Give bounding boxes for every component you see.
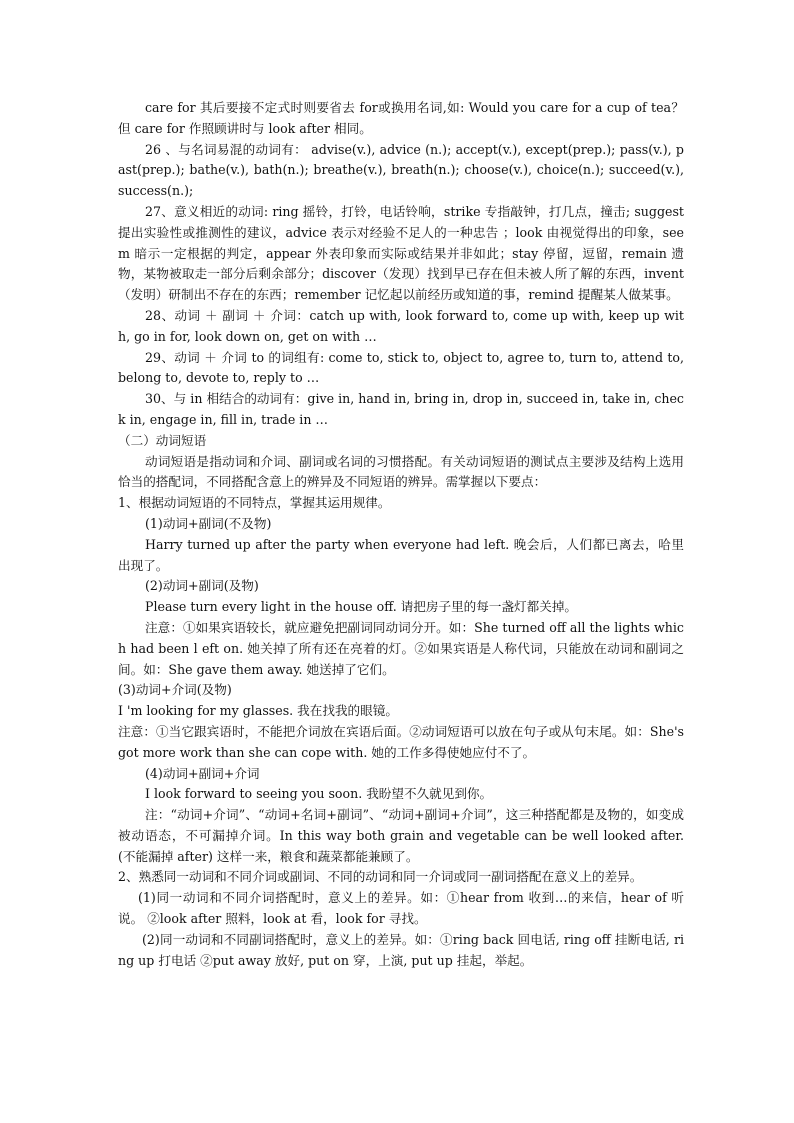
- paragraph-item-26: 26 、与名词易混的动词有： advise(v.), advice (n.); accept(v.), except(prep.); pass(v.), past(prep.); bathe(v.), bath(n.); breathe(v.), breath(n.); choose(v.), choice(n.); succeed(v.), success(n.);: [118, 141, 684, 199]
- note-verb-preposition: 注意：①当它跟宾语时，不能把介词放在宾语后面。②动词短语可以放在句子或从句末尾。如：She's got more work than she can cope with. 她的工作多得使她应付不了。: [118, 723, 684, 760]
- paragraph-verb-phrase-intro: 动词短语是指动词和介词、副词或名词的习惯搭配。有关动词短语的测试点主要涉及结构上选用恰当的搭配词，不同搭配含意上的辨异及不同短语的辨异。需掌握以下要点：: [118, 453, 684, 490]
- note-passive-voice: 注：“动词+介词”、“动词+名词+副词”、“动词+副词+介词”，这三种搭配都是及物的，如变成被动语态，不可漏掉介词。In this way both grain and vegetable can be well looked after. (不能漏掉 after) 这样一来，粮食和蔬菜都能兼顾了。: [118, 807, 684, 864]
- document-page: [118, 98, 684, 971]
- paragraph-item-27: 27、意义相近的动词: ring 摇铃，打铃，电话铃响，strike 专指敲钟，打几点，撞击; suggest 提出实验性或推测性的建议，advice 表示对经验不足人的一种忠告 ；look 由视觉得出的印象，seem 暗示一定根据的判定，appear 外表印象而实际或结果并非如此；stay 停留，逗留，remain 遗物，某物被取走一部分后剩余部分；discover（发现）找到早已存在但未被人所了解的东西，invent（发明）研制出不存在的东西；remember 记忆起以前经历或知道的事，remind 提醒某人做某事。: [118, 203, 684, 303]
- example-turn-off: Please turn every light in the house off. 请把房子里的每一盏灯都关掉。: [145, 599, 578, 615]
- note-verb-adverb: 注意：①如果宾语较长，就应避免把副词同动词分开。如：She turned off all the lights which had been l eft on. 她关掉了所有还在亮着的灯。②如果宾语是人称代词，只能放在动词和副词之间。如：She gave them away. 她送掉了它们。: [118, 619, 684, 677]
- paragraph-item-30: 30、与 in 相结合的动词有：give in, hand in, bring in, drop in, succeed in, take in, check in, engage in, fill in, trade in …: [118, 391, 684, 427]
- example-looking-for: I 'm looking for my glasses. 我在找我的眼镜。: [118, 703, 398, 719]
- paragraph-care-for: care for 其后要接不定式时则要省去 for或换用名词,如: Would you care for a cup of tea？但 care for 作照顾讲时与 look after 相同。: [118, 100, 684, 136]
- paragraph-item-29: 29、动词 ＋ 介词 to 的词组有: come to, stick to, object to, agree to, turn to, attend to, belong to, devote to, reply to …: [118, 349, 684, 386]
- example-turned-up: Harry turned up after the party when everyone had left. 晚会后，人们都已离去，哈里出现了。: [118, 536, 684, 573]
- subheading-verb-adverb-preposition: (4)动词+副词+介词: [145, 765, 260, 781]
- subheading-verb-adverb-transitive: (2)动词+副词(及物): [145, 578, 259, 594]
- point-1-heading: 1、根据动词短语的不同特点，掌握其运用规律。: [118, 495, 391, 511]
- point-2-heading: 2、熟悉同一动词和不同介词或副词、不同的动词和同一介词或同一副词搭配在意义上的差异。: [118, 869, 643, 885]
- point-2-sub-2: (2)同一动词和不同副词搭配时，意义上的差异。如：①ring back 回电话, ring off 挂断电话, ring up 打电话 ②put away 放好, put on 穿，上演, put up 挂起，举起。: [118, 931, 684, 968]
- subheading-verb-adverb-intransitive: (1)动词+副词(不及物): [145, 515, 272, 531]
- point-2-sub-1: (1)同一动词和不同介词搭配时，意义上的差异。如：①hear from 收到…的来信，hear of 听说。 ②look after 照料，look at 看，look for 寻找。: [118, 890, 684, 927]
- section-heading-verb-phrases: （二）动词短语: [118, 432, 207, 448]
- paragraph-item-28: 28、动词 ＋ 副词 ＋ 介词：catch up with, look forward to, come up with, keep up with, go in for, look down on, get on with …: [118, 307, 684, 344]
- subheading-verb-preposition: (3)动词+介词(及物): [118, 682, 232, 698]
- example-look-forward-to: I look forward to seeing you soon. 我盼望不久就见到你。: [145, 786, 493, 802]
